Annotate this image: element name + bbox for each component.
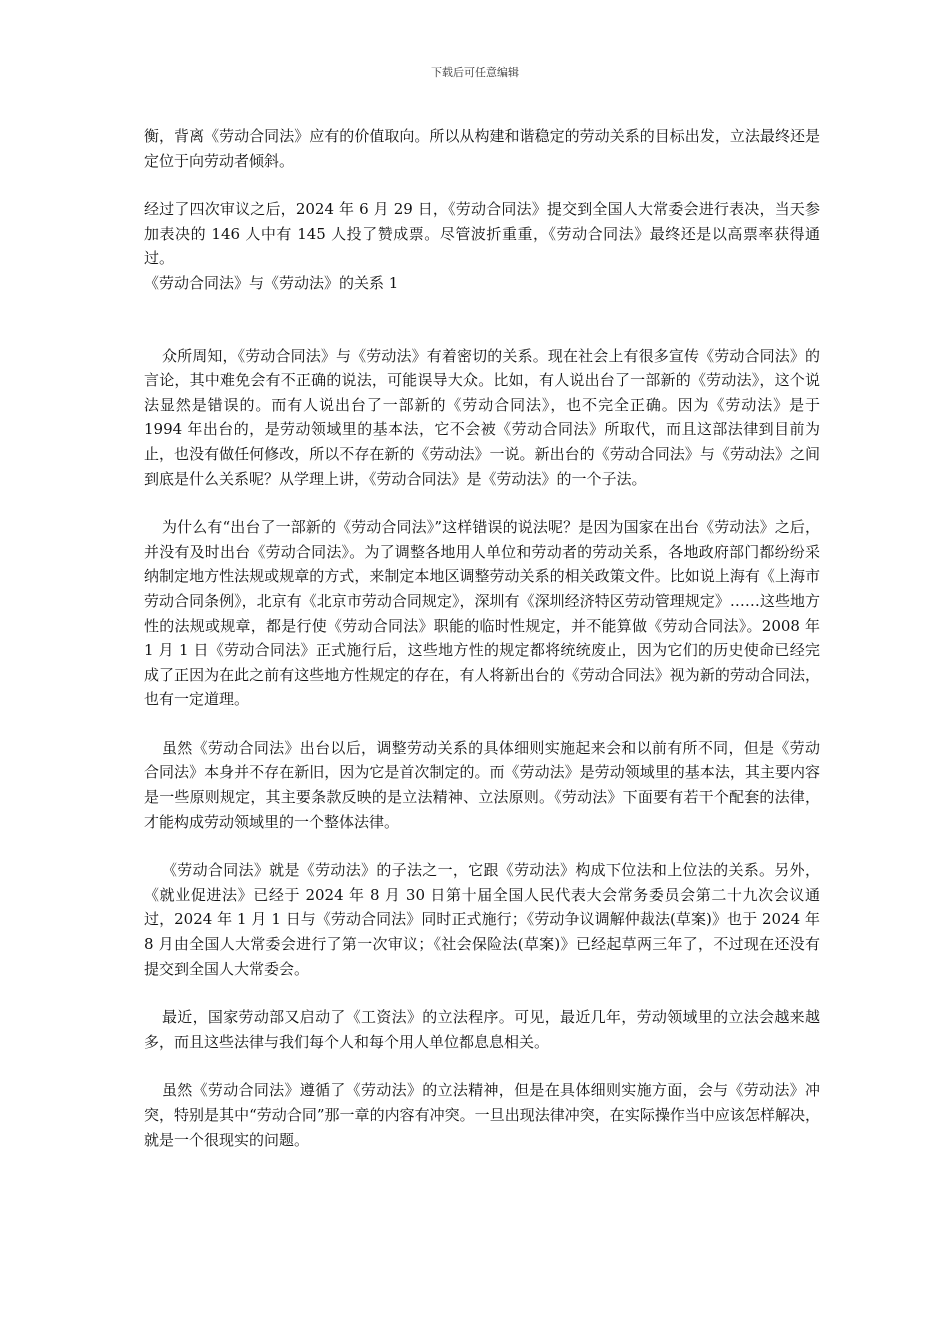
paragraph-spacer <box>144 981 820 1005</box>
paragraph-spacer <box>144 491 820 515</box>
paragraph-3: 众所周知，《劳动合同法》与《劳动法》有着密切的关系。现在社会上有很多宣传《劳动合同法》的言论，其中难免会有不正确的说法，可能误导大众。比如，有人说出台了一部新的《劳动法》，这个说法显然是错误的。而有人说出台了一部新的《劳动合同法》，也不完全正确。因为《劳动法》是于 1994 年出台的，是劳动领域里的基本法，它不会被《劳动合同法》所取代，而且这部法律到目前为止，也没有做任何修改，所以不存在新的《劳动法》一说。新出台的《劳动合同法》与《劳动法》之间到底是什么关系呢？从学理上讲，《劳动合同法》是《劳动法》的一个子法。 <box>144 346 820 488</box>
paragraph-7: 最近，国家劳动部又启动了《工资法》的立法程序。可见，最近几年，劳动领域里的立法会越来越多，而且这些法律与我们每个人和每个用人单位都息息相关。 <box>144 1008 820 1051</box>
paragraph-spacer <box>144 834 820 858</box>
paragraph-spacer <box>144 173 820 197</box>
paragraph-4: 为什么有“出台了一部新的《劳动合同法》”这样错误的说法呢？是因为国家在出台《劳动法》之后，并没有及时出台《劳动合同法》。为了调整各地用人单位和劳动者的劳动关系，各地政府部门都纷纷采纳制定地方性法规或规章的方式，来制定本地区调整劳动关系的相关政策文件。比如说上海有《上海市劳动合同条例》，北京有《北京市劳动合同规定》，深圳有《深圳经济特区劳动管理规定》……这些地方性的法规或规章，都是行使《劳动合同法》职能的临时性规定，并不能算做《劳动合同法》。2008 年 1 月 1 日《劳动合同法》正式施行后，这些地方性的规定都将统统废止，因为它们的历史使命已经完成了正因为在此之前有这些地方性规定的存在，有人将新出台的《劳动合同法》视为新的劳动合同法，也有一定道理。 <box>144 518 820 709</box>
paragraph-spacer <box>144 712 820 736</box>
document-body <box>144 124 820 1152</box>
paragraph-2: 经过了四次审议之后，2024 年 6 月 29 日，《劳动合同法》提交到全国人大常委会进行表决，当天参加表决的 146 人中有 145 人投了赞成票。尽管波折重重，《劳动合同法》最终还是以高票率获得通过。 <box>144 200 820 268</box>
paragraph-spacer <box>144 1054 820 1078</box>
page-header: 下载后可任意编辑 <box>431 66 519 79</box>
section-heading: 《劳动合同法》与《劳动法》的关系 1 <box>144 273 399 292</box>
paragraph-5: 虽然《劳动合同法》出台以后，调整劳动关系的具体细则实施起来会和以前有所不同，但是《劳动合同法》本身并不存在新旧，因为它是首次制定的。而《劳动法》是劳动领域里的基本法，其主要内容是一些原则规定，其主要条款反映的是立法精神、立法原则。《劳动法》下面要有若干个配套的法律，才能构成劳动领域里的一个整体法律。 <box>144 738 820 831</box>
paragraph-6: 《劳动合同法》就是《劳动法》的子法之一，它跟《劳动法》构成下位法和上位法的关系。另外，《就业促进法》已经于 2024 年 8 月 30 日第十届全国人民代表大会常务委员会第二十九次会议通过，2024 年 1 月 1 日与《劳动合同法》同时正式施行；《劳动争议调解仲裁法(草案)》也于 2024 年 8 月由全国人大常委会进行了第一次审议；《社会保险法(草案)》已经起草两三年了，不过现在还没有提交到全国人大常委会。 <box>144 861 820 978</box>
paragraph-1: 衡，背离《劳动合同法》应有的价值取向。所以从构建和谐稳定的劳动关系的目标出发，立法最终还是定位于向劳动者倾斜。 <box>144 127 820 170</box>
paragraph-spacer <box>144 296 820 344</box>
paragraph-8: 虽然《劳动合同法》遵循了《劳动法》的立法精神，但是在具体细则实施方面，会与《劳动法》冲突，特别是其中“劳动合同”那一章的内容有冲突。一旦出现法律冲突，在实际操作当中应该怎样解决，就是一个很现实的问题。 <box>144 1081 820 1149</box>
